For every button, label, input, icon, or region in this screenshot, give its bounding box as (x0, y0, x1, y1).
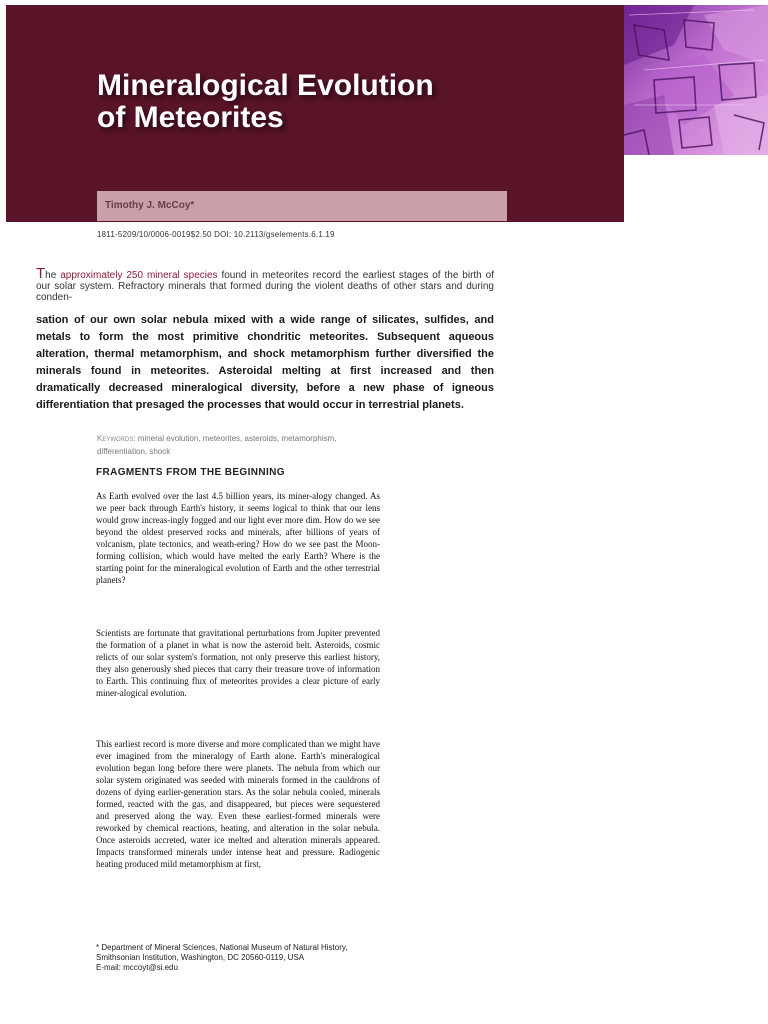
abstract-body: sation of our own solar nebula mixed with a wide range of silicates, sulfides, and metals to form the most primitive chondritic meteorites. Subsequent aqueous alteration, thermal metamorphism, and shock metamorphism further diversified the minerals found in meteorites. Asteroidal melting at first increased and then dramatically decreased mineralogical diversity, before a new phase of igneous differentiation that presaged the processes that would occur in terrestrial planets. (36, 314, 494, 411)
body-paragraph-1: As Earth evolved over the last 4.5 billion years, its miner-alogy changed. As we peer back through Earth's history, it seems logical to think that our lens would grow increas-ingly fogged and our light ever more dim. How do we see beyond the oldest preserved rocks and minerals, after billions of years of volcanism, plate tectonics, and weath-ering? How do we see past the Moon-forming collision, which would have melted the early Earth? Where is the starting point for the mineralogical evolution of Earth and the other terrestrial planets? (96, 491, 380, 585)
abstract-lead-pre: he (45, 270, 61, 281)
abstract-lead-post: found in meteorites record the earliest stages of the birth of our solar system. Refractory minerals that formed during the violent deaths of other stars and during conden- (36, 270, 494, 303)
title-line-1: Mineralogical Evolution (97, 69, 434, 102)
title-line-2: of Meteorites (97, 101, 284, 134)
mineral-photo (624, 5, 768, 155)
section-heading: FRAGMENTS FROM THE BEGINNING (96, 467, 285, 478)
author-name: Timothy J. McCoy* (105, 200, 195, 211)
keywords-label: Keywords (97, 434, 134, 443)
footnote-affiliation: * Department of Mineral Sciences, National Museum of Natural History, Smithsonian Institution, Washington, DC 20560-0119, USA (96, 943, 348, 962)
doi-line: 1811-5209/10/0006-0019$2.50 DOI: 10.2113/gselements.6.1.19 (97, 230, 335, 239)
author-footnote (96, 943, 386, 973)
body-paragraph-3: This earliest record is more diverse and more complicated than we might have ever imagined from the mineralogy of Earth alone. Earth's mineralogical evolution began long before there were planets. The nebula from which our solar system originated was seeded with minerals formed in the cauldrons of dozens of dying earlier-generation stars. As the solar nebula cooled, minerals formed, reacted with the gas, and disappeared, but pieces were sequestered and preserved along the way. Even these earliest-formed minerals were reworked by chemical reactions, heating, and alteration in the solar nebula. Once asteroids accreted, water ice melted and alteration minerals appeared. Impacts transformed minerals under intense heat and pressure. Radiogenic heating produced mild metamorphism at first, (96, 739, 380, 869)
abstract-highlight: approximately 250 mineral species (60, 270, 218, 281)
author-bar (97, 191, 507, 221)
footnote-email: E-mail: mccoyt@si.edu (96, 963, 178, 972)
abstract-lead (36, 265, 494, 303)
keywords (97, 432, 387, 458)
drop-cap: T (36, 265, 46, 282)
body-paragraph-2: Scientists are fortunate that gravitational perturbations from Jupiter prevented the formation of a planet in what is now the asteroid belt. Asteroids, cosmic relicts of our solar system's formation, not only preserve this earliest history, they also generously shed pieces that carry their treasure trove of information to Earth. This continuing flux of meteorites provides a clear picture of early miner-alogical evolution. (96, 628, 380, 698)
keywords-text: : mineral evolution, meteorites, asteroids, metamorphism, differentiation, shock (97, 434, 337, 456)
article-title (97, 70, 434, 134)
